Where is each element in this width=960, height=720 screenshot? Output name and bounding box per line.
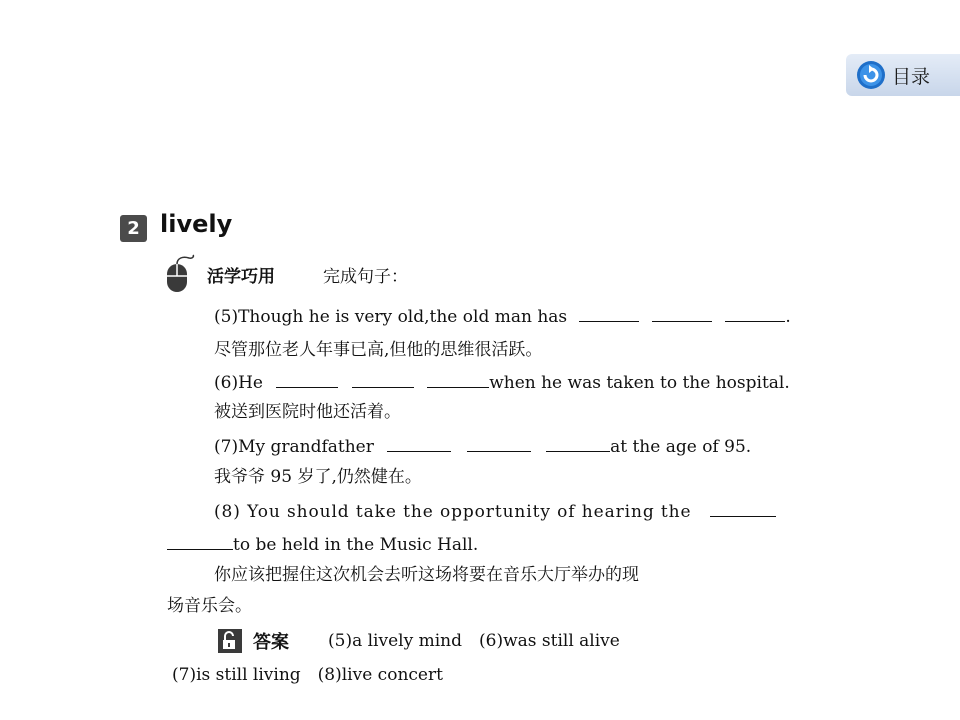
q7-rest: at the age of 95. bbox=[610, 437, 752, 457]
q6-blank-3[interactable] bbox=[427, 369, 489, 388]
q6-blank-1[interactable] bbox=[276, 369, 338, 388]
refresh-icon bbox=[856, 60, 886, 90]
toc-button[interactable] bbox=[846, 54, 960, 96]
q8-text: (8) You should take the opportunity of hearing the bbox=[214, 502, 692, 522]
q8-translation-1: 你应该把握住这次机会去听这场将要在音乐大厅举办的现 bbox=[214, 565, 639, 585]
q5-blank-2[interactable] bbox=[652, 303, 712, 322]
q7-blank-1[interactable] bbox=[387, 433, 451, 452]
unlock-icon bbox=[217, 628, 243, 654]
answer-line-2: (7)is still living (8)live concert bbox=[172, 665, 443, 685]
q7-translation: 我爷爷 95 岁了,仍然健在。 bbox=[214, 467, 422, 487]
q7-blank-2[interactable] bbox=[467, 433, 531, 452]
mouse-icon bbox=[163, 254, 195, 294]
q8-blank-1[interactable] bbox=[710, 498, 776, 517]
toc-label: 目录 bbox=[892, 65, 931, 88]
q5-end: . bbox=[785, 307, 791, 327]
answer-label: 答案 bbox=[253, 632, 289, 653]
q7-text: (7)My grandfather bbox=[214, 437, 374, 457]
question-6 bbox=[214, 369, 790, 395]
q8-blank-2[interactable] bbox=[167, 531, 233, 550]
vocab-word: lively bbox=[160, 210, 233, 238]
q6-text: (6)He bbox=[214, 373, 263, 393]
q6-blank-2[interactable] bbox=[352, 369, 414, 388]
section-title: 活学巧用 bbox=[207, 267, 275, 287]
section-subtitle: 完成句子： bbox=[323, 267, 408, 287]
question-8 bbox=[214, 498, 776, 524]
q7-blank-3[interactable] bbox=[546, 433, 610, 452]
q5-blank-3[interactable] bbox=[725, 303, 785, 322]
item-number-badge: 2 bbox=[120, 215, 147, 242]
q5-text: (5)Though he is very old,the old man has bbox=[214, 307, 568, 327]
q6-translation: 被送到医院时他还活着。 bbox=[214, 402, 401, 422]
question-5 bbox=[214, 303, 791, 329]
question-8-cont bbox=[167, 531, 478, 557]
q5-blank-1[interactable] bbox=[579, 303, 639, 322]
answer-line-1: (5)a lively mind (6)was still alive bbox=[328, 631, 620, 651]
q8-translation-2: 场音乐会。 bbox=[167, 596, 252, 616]
q6-rest: when he was taken to the hospital. bbox=[489, 373, 790, 393]
q5-translation: 尽管那位老人年事已高,但他的思维很活跃。 bbox=[214, 340, 543, 360]
q8-rest: to be held in the Music Hall. bbox=[233, 535, 479, 555]
question-7 bbox=[214, 433, 751, 459]
